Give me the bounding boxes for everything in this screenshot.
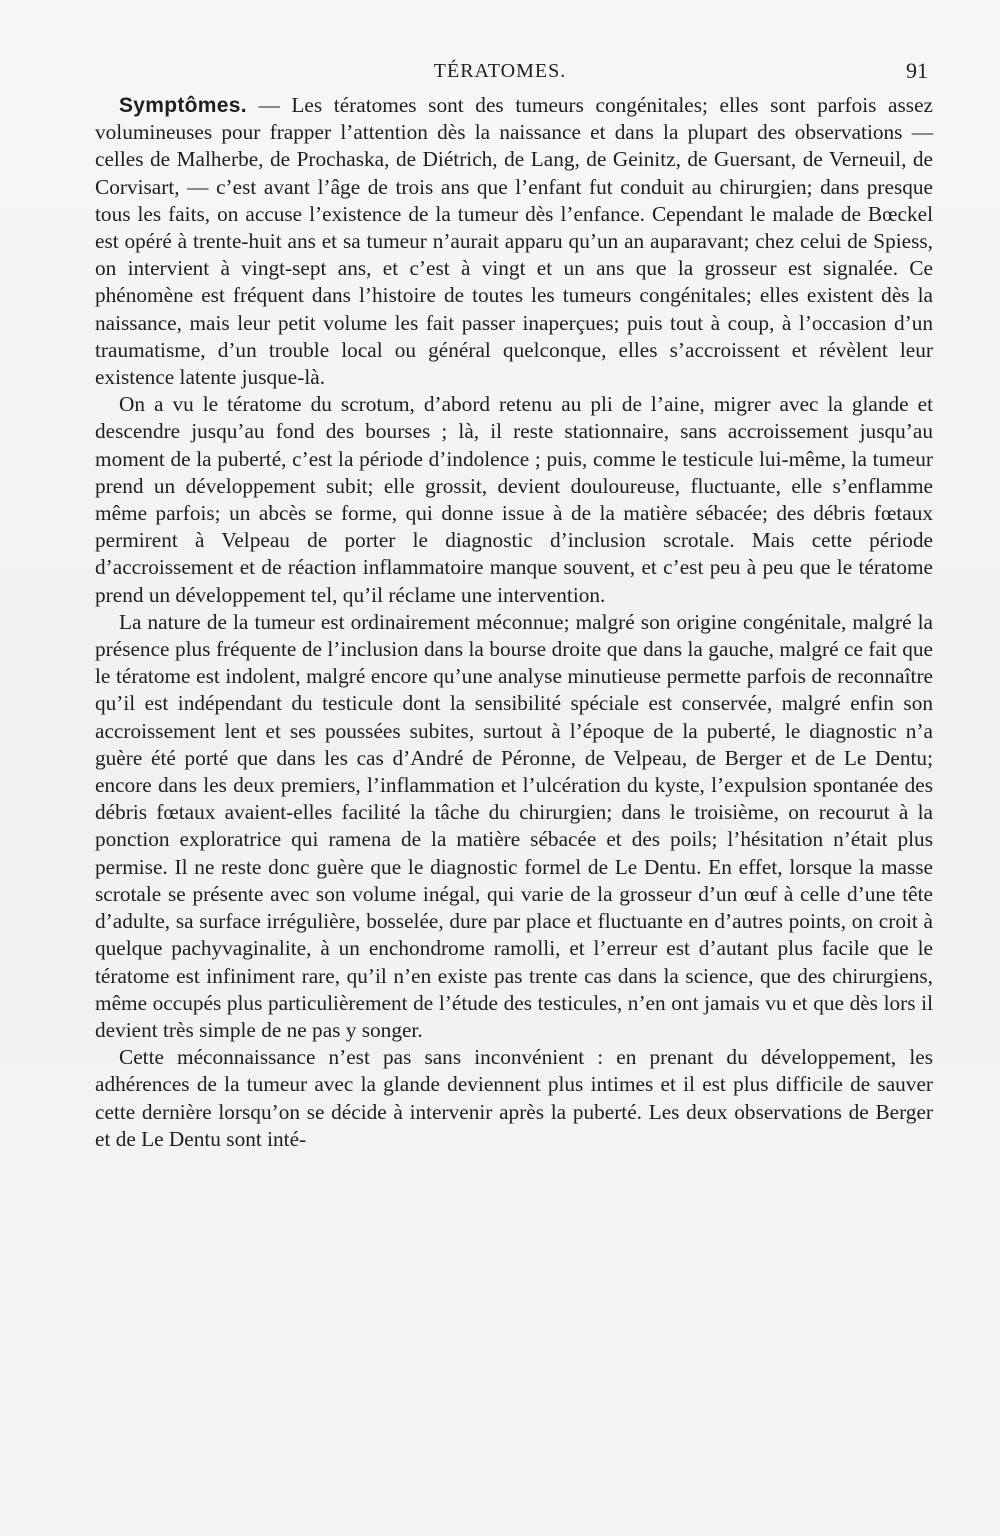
paragraph-development [95,391,933,609]
paragraph-consequences [95,1044,933,1153]
running-header [0,56,1000,86]
page-number: 91 [906,58,928,83]
paragraph-symptomes [95,92,933,391]
paragraph-text: On a vu le tératome du scrotum, d’abord retenu au pli de l’aine, migrer avec la glande et descendre jusqu’au fond des bourses ; là, il reste stationnaire, sans accroissement jusqu’au moment de la puberté, c’est la période d’indolence ; puis, comme le testicule lui-même, la tumeur prend un développement subit; elle grossit, devient douloureuse, fluctuante, elle s’enflamme même parfois; un abcès se forme, qui donne issue à de la matière sébacée; des débris fœtaux permirent à Velpeau de porter le diagnostic d’inclusion scrotale. Mais cette période d’accroissement et de réaction inflammatoire manque souvent, et c’est peu à peu que le tératome prend un développement tel, qu’il réclame une intervention. [95,392,933,607]
section-lead-heading: Symptômes. [119,94,247,117]
running-title: TÉRATOMES. [433,60,567,82]
body-text [95,92,933,1153]
paragraph-diagnosis [95,609,933,1044]
paragraph-text: — Les tératomes sont des tumeurs congénitales; elles sont parfois assez volumineuses pour frapper l’attention dès la naissance et dans la plupart des observations — celles de Malherbe, de Prochaska, de Diétrich, de Lang, de Geinitz, de Guersant, de Verneuil, de Corvisart, — c’est avant l’âge de trois ans que l’enfant fut conduit au chirurgien; dans presque tous les faits, on accuse l’existence de la tumeur dès l’enfance. Cependant le malade de Bœckel est opéré à trente-huit ans et sa tumeur n’aurait apparu qu’un an auparavant; chez celui de Spiess, on intervient à vingt-sept ans, et c’est à vingt et un ans que la grosseur est signalée. Ce phénomène est fréquent dans l’histoire de toutes les tumeurs congénitales; elles existent dès la naissance, mais leur petit volume les fait passer inaperçues; puis tout à coup, à l’occasion d’un traumatisme, d’un trouble local ou général quelconque, elles s’accroissent et révèlent leur existence latente jusque-là. [95,93,933,390]
paragraph-text: La nature de la tumeur est ordinairement méconnue; malgré son origine congénitale, malgré la présence plus fréquente de l’inclusion dans la bourse droite que dans la gauche, malgré ce fait que le tératome est indolent, malgré encore qu’une analyse minutieuse permette parfois de reconnaître qu’il est indépendant du testicule dont la sensibilité spéciale est conservée, malgré enfin son accroissement lent et ses poussées subites, surtout à l’époque de la puberté, le diagnostic n’a guère été porté que dans les cas d’André de Péronne, de Velpeau, de Berger et de Le Dentu; encore dans les deux premiers, l’inflammation et l’ulcération du kyste, l’expulsion spontanée des débris fœtaux avaient-elles facilité la tâche du chirurgien; dans le troisième, on recourut à la ponction exploratrice qui ramena de la matière sébacée et des poils; l’hésitation n’était plus permise. Il ne reste donc guère que le diagnostic formel de Le Dentu. En effet, lorsque la masse scrotale se présente avec son volume inégal, qui varie de la grosseur d’un œuf à celle d’une tête d’adulte, sa surface irrégulière, bosselée, dure par place et fluctuante en d’autres points, on croit à quelque pachyvaginalite, à un enchondrome ramolli, et l’erreur est d’autant plus facile que le tératome est infiniment rare, qu’il n’en existe pas trente cas dans la science, que des chirurgiens, même occupés plus particulièrement de l’étude des testicules, n’en ont jamais vu et que dès lors il devient très simple de ne pas y songer. [95,609,933,1042]
paragraph-text: Cette méconnaissance n’est pas sans inconvénient : en prenant du développement, les adhérences de la tumeur avec la glande deviennent plus intimes et il est plus difficile de sauver cette dernière lorsqu’on se décide à intervenir après la puberté. Les deux observations de Berger et de Le Dentu sont inté- [95,1045,933,1151]
